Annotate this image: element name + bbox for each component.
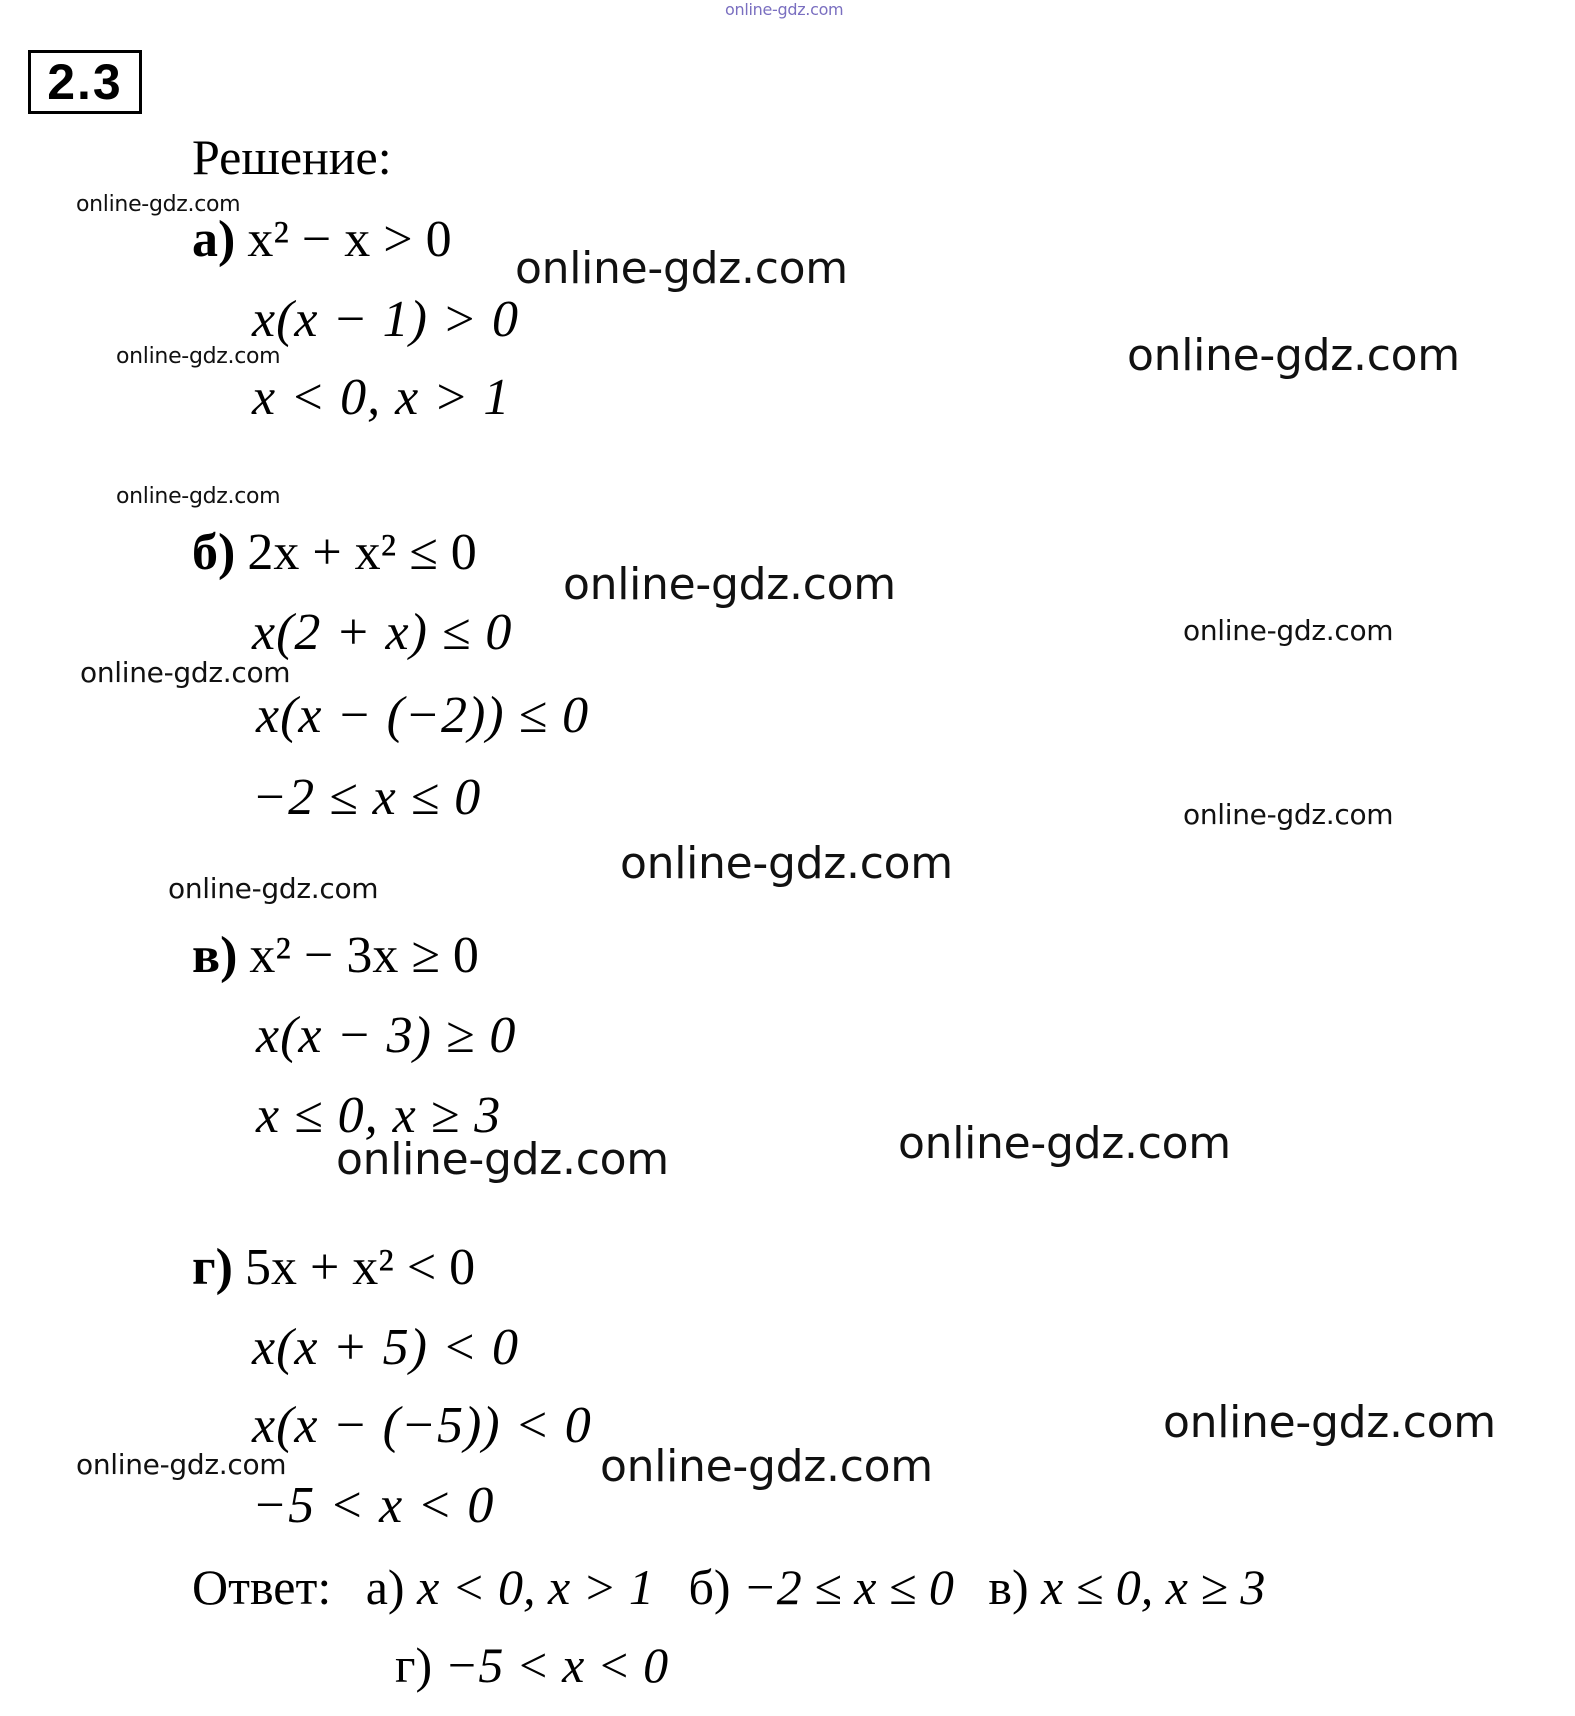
watermark: online-gdz.com [336, 1134, 669, 1185]
watermark: online-gdz.com [116, 344, 281, 369]
answer-v: x ≤ 0, x ≥ 3 [1041, 1559, 1266, 1615]
answer-g-label: г) [395, 1637, 433, 1693]
part-g-step-1: x(x + 5) < 0 [252, 1319, 519, 1376]
part-b-step-3: −2 ≤ x ≤ 0 [252, 769, 482, 826]
part-b-step-2: x(x − (−2)) ≤ 0 [256, 687, 590, 744]
answer-line-2 [395, 1636, 668, 1694]
problem-number: 2.3 [28, 50, 142, 114]
answer-b-label: б) [688, 1559, 731, 1615]
watermark: online-gdz.com [1127, 330, 1460, 381]
watermark: online-gdz.com [76, 192, 241, 217]
watermark: online-gdz.com [1183, 614, 1394, 647]
watermark: online-gdz.com [563, 559, 896, 610]
watermark-top: online-gdz.com [725, 0, 844, 19]
part-v-inequality [192, 927, 479, 984]
part-b-expression: 2x + x² ≤ 0 [247, 524, 477, 581]
part-a-step-2: x < 0, x > 1 [252, 369, 511, 426]
part-g-expression: 5x + x² < 0 [244, 1239, 476, 1296]
answer-label: Ответ: [192, 1559, 332, 1615]
watermark: online-gdz.com [116, 484, 281, 509]
part-g-step-3: −5 < x < 0 [252, 1477, 495, 1534]
part-g-inequality [192, 1239, 476, 1296]
watermark: online-gdz.com [76, 1448, 287, 1481]
watermark: online-gdz.com [600, 1441, 933, 1492]
answer-a: x < 0, x > 1 [417, 1559, 654, 1615]
part-b-inequality [192, 524, 477, 581]
part-g-label: г) [192, 1239, 233, 1296]
watermark: online-gdz.com [168, 872, 379, 905]
part-b-step-1: x(2 + x) ≤ 0 [252, 604, 513, 661]
watermark: online-gdz.com [1183, 798, 1394, 831]
watermark: online-gdz.com [1163, 1397, 1496, 1448]
answer-line [192, 1558, 1265, 1616]
part-b-label: б) [192, 524, 236, 581]
answer-v-label: в) [988, 1559, 1029, 1615]
watermark: online-gdz.com [620, 838, 953, 889]
part-a-step-1: x(x − 1) > 0 [252, 291, 519, 348]
watermark: online-gdz.com [80, 656, 291, 689]
answer-b: −2 ≤ x ≤ 0 [743, 1559, 954, 1615]
part-v-expression: x² − 3x ≥ 0 [249, 927, 479, 984]
answer-a-label: а) [365, 1559, 405, 1615]
answer-g: −5 < x < 0 [444, 1637, 669, 1693]
part-a-expression: x² − x > 0 [247, 211, 452, 268]
watermark: online-gdz.com [515, 243, 848, 294]
part-g-step-2: x(x − (−5)) < 0 [252, 1397, 592, 1454]
part-a-label: а) [192, 211, 236, 268]
part-a-inequality [192, 211, 452, 268]
part-v-step-2: x ≤ 0, x ≥ 3 [256, 1087, 502, 1144]
solution-heading: Решение: [192, 129, 392, 185]
part-v-step-1: x(x − 3) ≥ 0 [256, 1007, 517, 1064]
watermark: online-gdz.com [898, 1118, 1231, 1169]
part-v-label: в) [192, 927, 238, 984]
